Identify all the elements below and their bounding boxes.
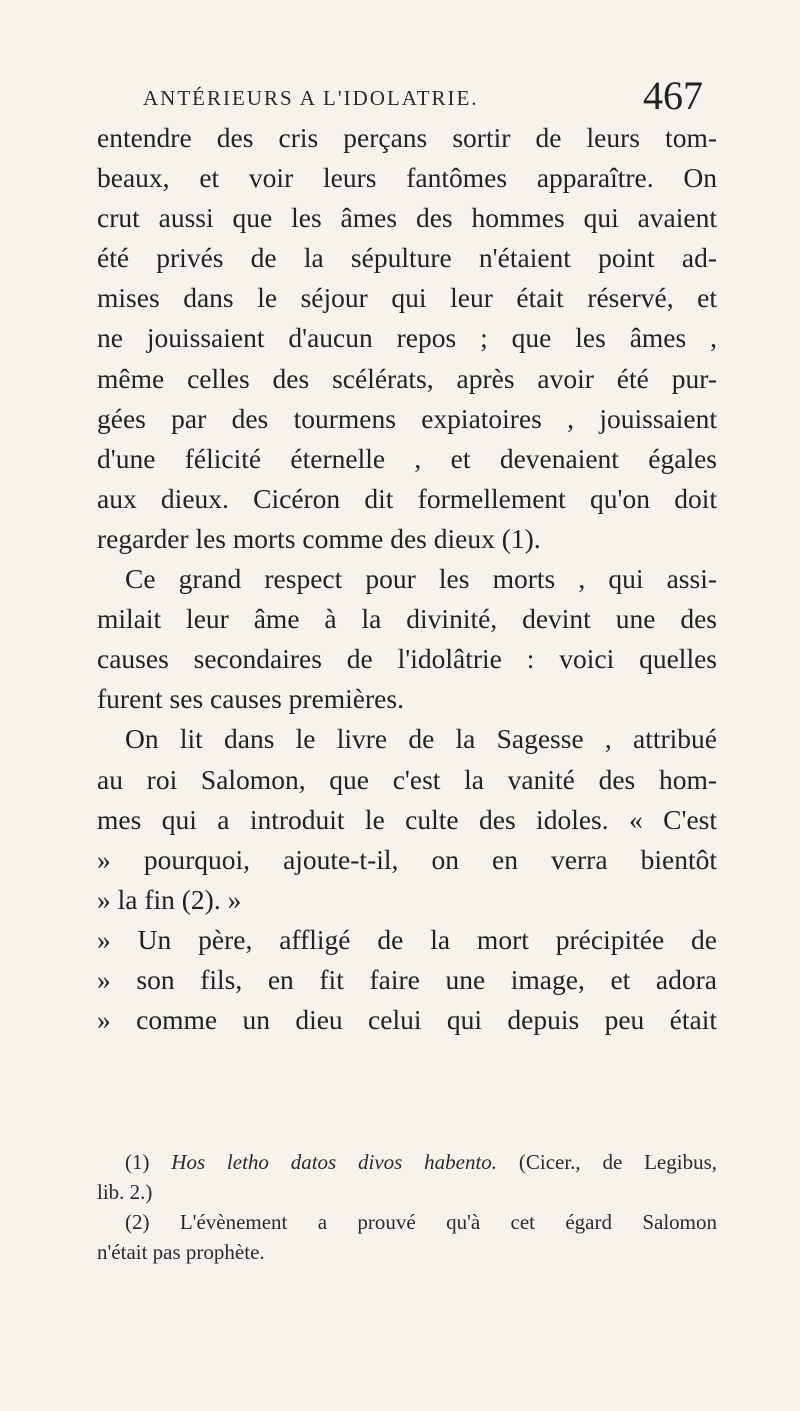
text-line: beaux, et voir leurs fantômes apparaître. On — [97, 162, 717, 194]
text-line: entendre des cris perçans sortir de leurs tom- — [97, 122, 717, 153]
body-text — [97, 118, 717, 1040]
footnote-1-marker: (1) — [125, 1150, 150, 1174]
running-head: ANTÉRIEURS A L'IDOLATRIE. — [143, 86, 479, 110]
text-line: causes secondaires de l'idolâtrie : voici quelles — [97, 643, 717, 675]
text-line: gées par des tourmens expiatoires , jouissaient — [97, 402, 717, 434]
text-line: milait leur âme à la divinité, devint une des — [97, 603, 717, 635]
text-line: ne jouissaient d'aucun repos ; que les âmes , — [97, 322, 717, 354]
text-line: été privés de la sépulture n'étaient point ad- — [97, 242, 717, 274]
text-line: » son fils, en fit faire une image, et adora — [97, 963, 717, 995]
text-line: » pourquoi, ajoute-t-il, on en verra bientôt — [97, 843, 717, 875]
text-line: aux dieux. Cicéron dit formellement qu'on doit — [97, 482, 717, 514]
text-line: mes qui a introduit le culte des idoles. « C'est — [97, 803, 717, 835]
text-line: » la fin (2). » — [97, 883, 242, 915]
page-header — [143, 73, 703, 118]
text-line: mises dans le séjour qui leur était réservé, et — [97, 282, 717, 314]
footnote-1-continuation: lib. 2.) — [97, 1180, 153, 1204]
text-line: d'une félicité éternelle , et devenaient égales — [97, 442, 717, 474]
footnote-1 — [97, 1147, 717, 1177]
text-line: au roi Salomon, que c'est la vanité des hom- — [97, 763, 717, 795]
text-line: On lit dans le livre de la Sagesse , attribué — [125, 723, 717, 755]
text-line: crut aussi que les âmes des hommes qui avaient — [97, 202, 717, 234]
text-line: regarder les morts comme des dieux (1). — [97, 522, 541, 554]
text-line: » comme un dieu celui qui depuis peu était — [97, 1004, 717, 1036]
text-line: même celles des scélérats, après avoir été pur- — [97, 362, 717, 394]
footnote-1-latin: Hos letho datos divos habento. — [171, 1150, 498, 1174]
footnote-2: (2) L'évènement a prouvé qu'à cet égard Salomon — [125, 1210, 717, 1234]
footnote-2-continuation: n'était pas prophète. — [97, 1240, 265, 1264]
text-line: furent ses causes premières. — [97, 683, 404, 715]
text-line: Ce grand respect pour les morts , qui assi- — [125, 563, 717, 595]
footnote-1-citation: (Cicer., de Legibus, — [518, 1150, 717, 1174]
footnotes — [97, 1147, 717, 1267]
page-number: 467 — [643, 73, 703, 118]
text-line: » Un père, affligé de la mort précipitée de — [97, 923, 717, 955]
